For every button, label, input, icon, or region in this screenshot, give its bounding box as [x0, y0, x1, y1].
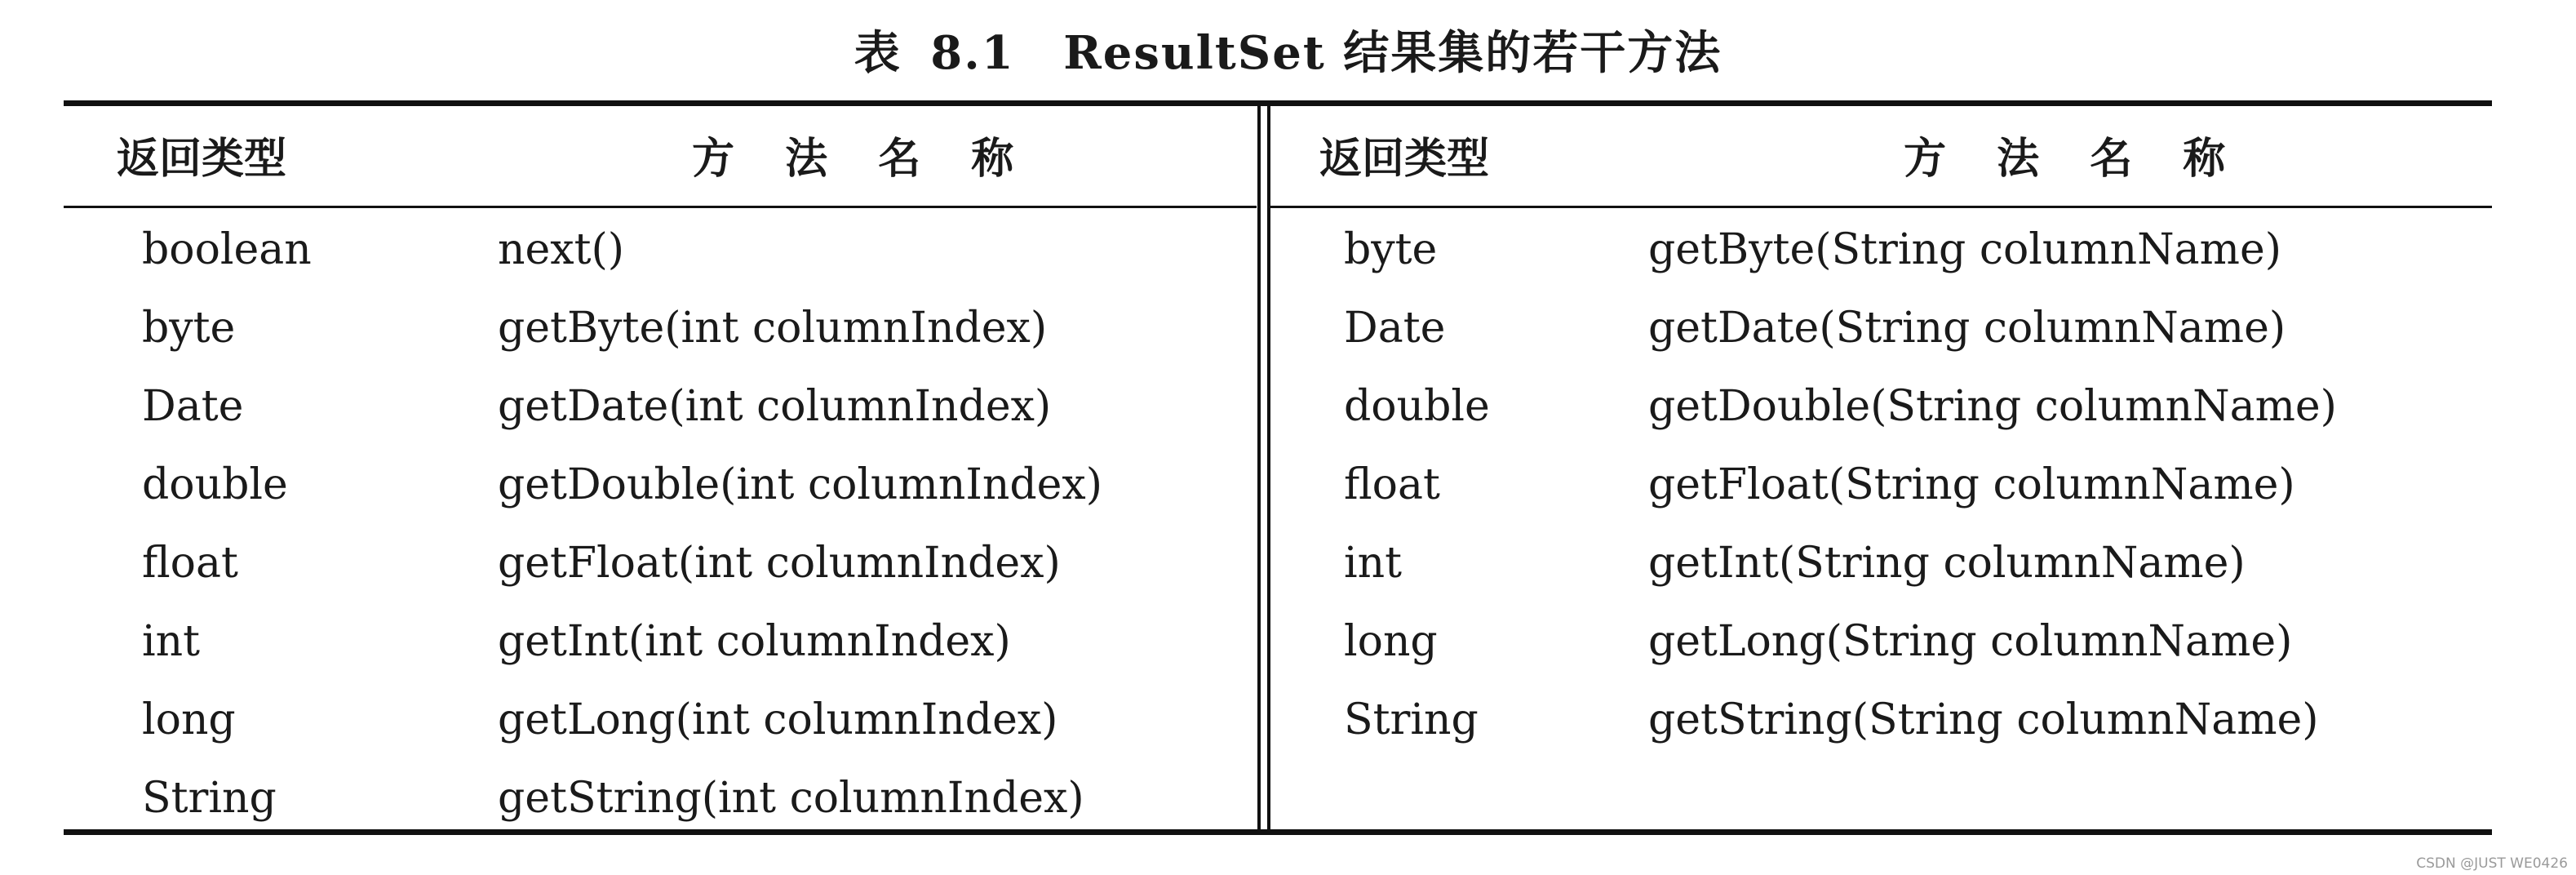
- table-cell-method: getInt(int columnIndex): [498, 617, 1011, 666]
- header-method-name-right: 方 法 名 称: [1904, 135, 2244, 184]
- table-cell-method: next(): [498, 225, 625, 274]
- header-rule-right: [1267, 206, 2492, 208]
- table-cell-type: long: [1344, 617, 1438, 666]
- table-cell-method: getFloat(String columnName): [1648, 460, 2295, 509]
- table-cell-type: float: [1344, 460, 1440, 509]
- header-method-name-left: 方 法 名 称: [692, 135, 1032, 184]
- table-cell-type: byte: [142, 304, 236, 353]
- caption-label: 表: [853, 26, 902, 80]
- table-cell-method: getDate(int columnIndex): [498, 382, 1052, 431]
- table-cell-type: String: [142, 774, 277, 823]
- header-return-type-right: 返回类型: [1319, 135, 1490, 184]
- header-return-type-left: 返回类型: [117, 135, 287, 184]
- table-cell-type: boolean: [142, 225, 312, 274]
- caption-title: ResultSet 结果集的若干方法: [1063, 26, 1723, 80]
- table-cell-type: int: [142, 617, 201, 666]
- table-cell-type: double: [1344, 382, 1490, 431]
- table-cell-method: getByte(String columnName): [1648, 225, 2282, 274]
- table-cell-method: getLong(int columnIndex): [498, 695, 1058, 744]
- column-divider-left: [1257, 106, 1261, 829]
- table-cell-type: float: [142, 539, 238, 588]
- caption-number: 8.1: [930, 26, 1015, 80]
- table-bottom-rule: [64, 829, 2492, 835]
- header-rule-left: [64, 206, 1257, 208]
- table-cell-method: getInt(String columnName): [1648, 539, 2246, 588]
- column-divider-right: [1267, 106, 1270, 829]
- table-cell-method: getString(int columnIndex): [498, 774, 1084, 823]
- table-cell-method: getLong(String columnName): [1648, 617, 2293, 666]
- table-cell-method: getString(String columnName): [1648, 695, 2319, 744]
- table-cell-type: double: [142, 460, 288, 509]
- watermark: CSDN @JUST WE0426: [2416, 855, 2568, 872]
- table-cell-type: long: [142, 695, 236, 744]
- table-top-rule: [64, 100, 2492, 106]
- table-cell-type: Date: [142, 382, 244, 431]
- table-cell-method: getByte(int columnIndex): [498, 304, 1048, 353]
- table-caption: [0, 16, 2576, 90]
- table-cell-type: Date: [1344, 304, 1446, 353]
- table-cell-method: getFloat(int columnIndex): [498, 539, 1061, 588]
- table-cell-type: String: [1344, 695, 1479, 744]
- table-cell-type: byte: [1344, 225, 1438, 274]
- table-cell-type: int: [1344, 539, 1403, 588]
- table-cell-method: getDouble(String columnName): [1648, 382, 2337, 431]
- table-cell-method: getDate(String columnName): [1648, 304, 2286, 353]
- table-cell-method: getDouble(int columnIndex): [498, 460, 1103, 509]
